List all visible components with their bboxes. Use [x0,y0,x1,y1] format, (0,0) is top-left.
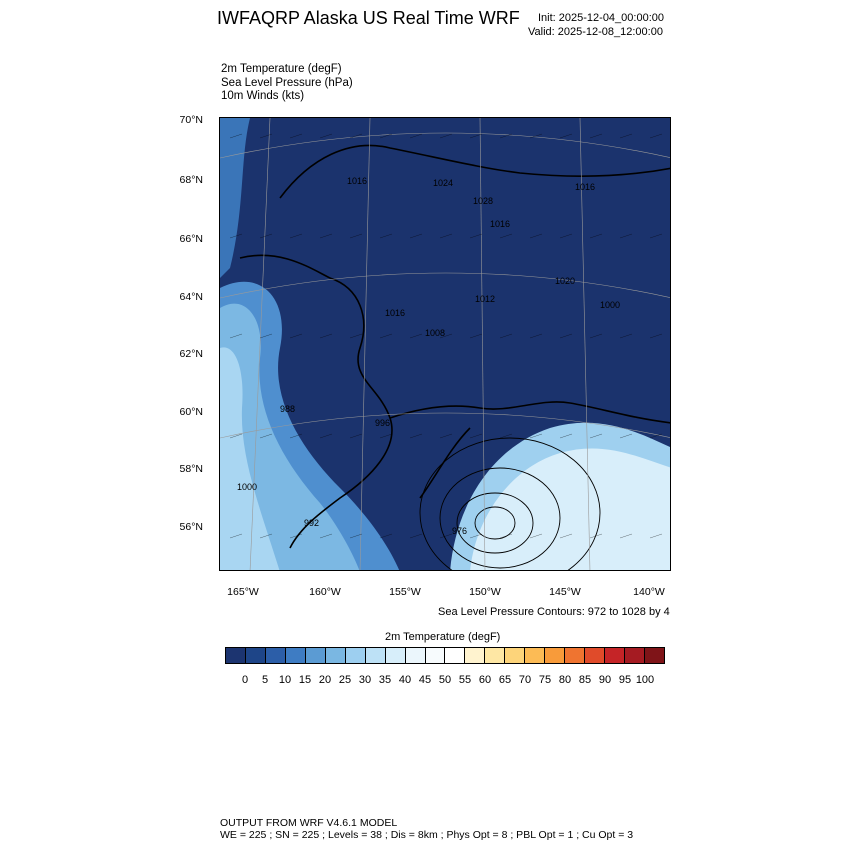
field-label-winds: 10m Winds (kts) [221,90,305,102]
pressure-label: 1016 [347,176,368,186]
colorbar-swatch [226,648,246,663]
lat-label: 70°N [179,114,203,126]
pressure-label: 1016 [490,219,511,229]
colorbar-swatch [346,648,366,663]
pressure-label: 1024 [433,178,454,188]
lat-label: 64°N [179,291,203,303]
lon-label: 140°W [633,586,665,598]
colorbar-label: 95 [618,674,632,686]
colorbar-label: 65 [498,674,512,686]
map-panel [219,117,671,571]
colorbar-label: 80 [558,674,572,686]
colorbar-label: 5 [261,674,269,686]
colorbar-swatch [525,648,545,663]
colorbar-swatch [266,648,286,663]
map-graphic [220,118,671,571]
colorbar-swatch [585,648,605,663]
colorbar-label: 10 [278,674,292,686]
colorbar-title: 2m Temperature (degF) [385,631,501,643]
lon-label: 155°W [389,586,421,598]
slp-contour-note: Sea Level Pressure Contours: 972 to 1028 by 4 [438,606,670,618]
colorbar-label: 60 [478,674,492,686]
colorbar-swatch [326,648,346,663]
lat-label: 62°N [179,348,203,360]
colorbar-label: 50 [438,674,452,686]
lon-label: 160°W [309,586,341,598]
colorbar-swatch [406,648,426,663]
model-config: WE = 225 ; SN = 225 ; Levels = 38 ; Dis = 8km ; Phys Opt = 8 ; PBL Opt = 1 ; Cu Opt = 3 [220,829,634,841]
colorbar-label: 35 [378,674,392,686]
colorbar-swatch [246,648,266,663]
colorbar-label: 100 [635,674,655,686]
valid-time: Valid: 2025-12-08_12:00:00 [528,26,663,38]
pressure-label: 976 [452,526,468,536]
lat-label: 68°N [179,174,203,186]
pressure-label: 1012 [475,294,496,304]
colorbar-swatch [386,648,406,663]
model-info: OUTPUT FROM WRF V4.6.1 MODEL [220,817,398,829]
colorbar-swatch [366,648,386,663]
pressure-label: 1020 [555,276,576,286]
lon-label: 145°W [549,586,581,598]
colorbar-label: 25 [338,674,352,686]
colorbar-swatch [625,648,645,663]
field-label-temperature: 2m Temperature (degF) [221,63,342,75]
lat-label: 60°N [179,406,203,418]
pressure-label: 1008 [425,328,446,338]
lat-label: 58°N [179,463,203,475]
colorbar-swatch [545,648,565,663]
colorbar-swatch [445,648,465,663]
colorbar-label: 30 [358,674,372,686]
pressure-label: 996 [375,418,391,428]
colorbar-swatch [605,648,625,663]
colorbar-swatch [505,648,525,663]
pressure-label: 1016 [385,308,406,318]
pressure-label: 1000 [600,300,621,310]
init-time: Init: 2025-12-04_00:00:00 [538,12,664,24]
colorbar-label: 15 [298,674,312,686]
colorbar-label: 55 [458,674,472,686]
colorbar-swatch [306,648,326,663]
lon-label: 150°W [469,586,501,598]
pressure-label: 988 [280,404,296,414]
pressure-label: 1028 [473,196,494,206]
colorbar-swatch [465,648,485,663]
colorbar-label: 75 [538,674,552,686]
colorbar-swatch [565,648,585,663]
colorbar-label: 90 [598,674,612,686]
colorbar-swatch [286,648,306,663]
colorbar-label: 45 [418,674,432,686]
colorbar [225,647,665,664]
colorbar-swatch [645,648,664,663]
lon-label: 165°W [227,586,259,598]
colorbar-label: 85 [578,674,592,686]
colorbar-label: 0 [241,674,249,686]
colorbar-swatch [485,648,505,663]
colorbar-label: 70 [518,674,532,686]
plot-title: IWFAQRP Alaska US Real Time WRF [217,8,520,28]
pressure-label: 1016 [575,182,596,192]
colorbar-label: 40 [398,674,412,686]
pressure-label: 1000 [237,482,258,492]
lat-label: 56°N [179,521,203,533]
field-label-pressure: Sea Level Pressure (hPa) [221,77,353,89]
lat-label: 66°N [179,233,203,245]
colorbar-swatch [426,648,446,663]
pressure-label: 992 [304,518,320,528]
colorbar-label: 20 [318,674,332,686]
